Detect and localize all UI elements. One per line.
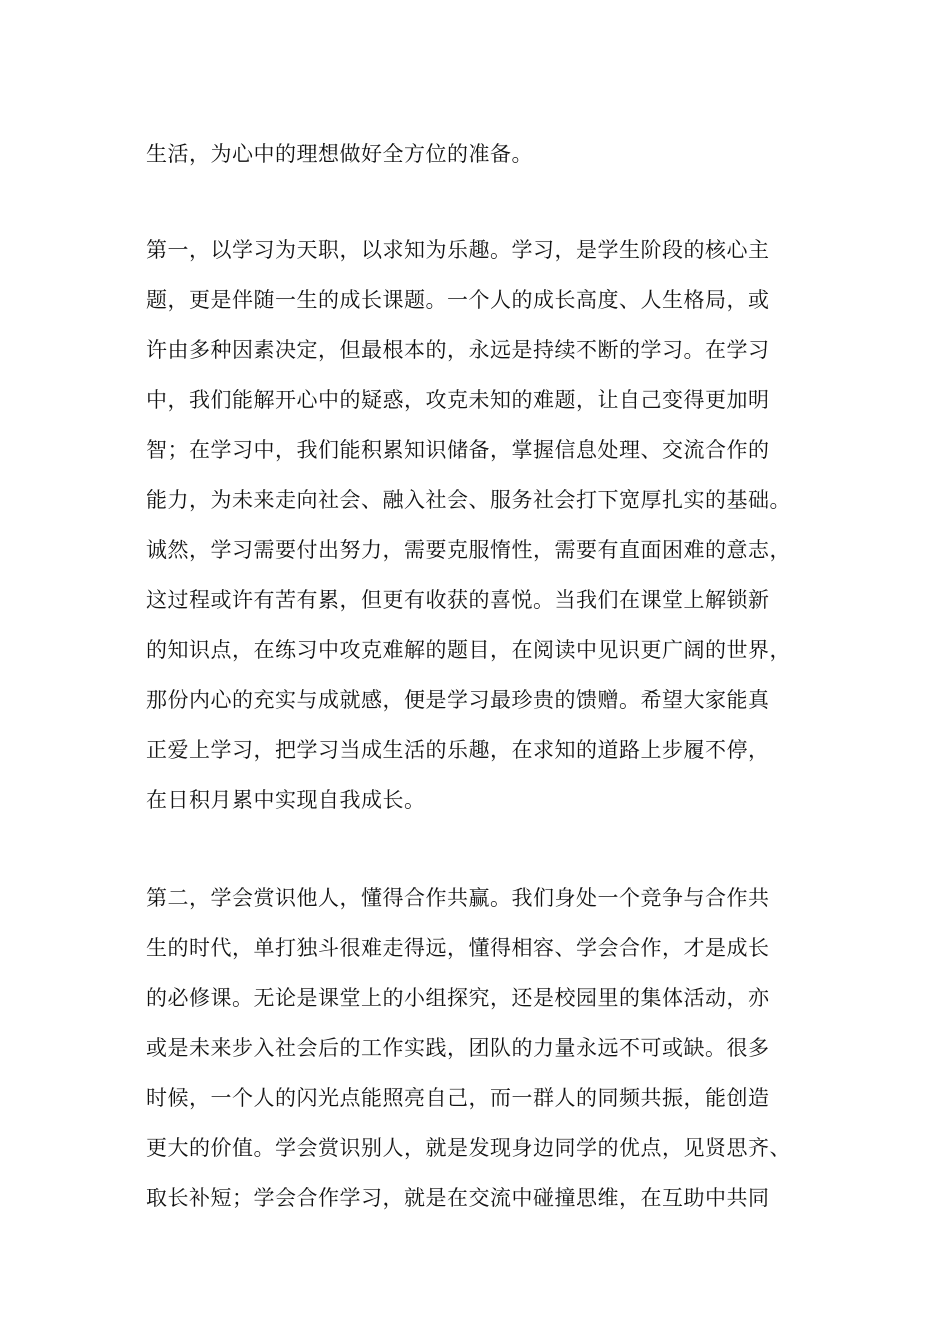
- text-line: 时候，一个人的闪光点能照亮自己，而一群人的同频共振，能创造: [146, 1086, 770, 1110]
- text-line: 许由多种因素决定，但最根本的，永远是持续不断的学习。在学习: [146, 338, 770, 362]
- text-line: 的知识点，在练习中攻克难解的题目，在阅读中见识更广阔的世界，: [146, 638, 791, 662]
- text-line: 那份内心的充实与成就感，便是学习最珍贵的馈赠。希望大家能真: [146, 688, 770, 712]
- text-line: 能力，为未来走向社会、融入社会、服务社会打下宽厚扎实的基础。: [146, 488, 791, 512]
- text-line: 在日积月累中实现自我成长。: [146, 788, 426, 812]
- text-line: 取长补短；学会合作学习，就是在交流中碰撞思维，在互助中共同: [146, 1186, 770, 1210]
- text-line: 第二，学会赏识他人，懂得合作共赢。我们身处一个竞争与合作共: [146, 886, 770, 910]
- text-line: 第一，以学习为天职，以求知为乐趣。学习，是学生阶段的核心主: [146, 238, 770, 262]
- text-line: 更大的价值。学会赏识别人，就是发现身边同学的优点，见贤思齐、: [146, 1136, 791, 1160]
- text-line: 生的时代，单打独斗很难走得远，懂得相容、学会合作，才是成长: [146, 936, 770, 960]
- text-line: 生活，为心中的理想做好全方位的准备。: [146, 142, 533, 166]
- text-line: 智；在学习中，我们能积累知识储备，掌握信息处理、交流合作的: [146, 438, 770, 462]
- text-line: 的必修课。无论是课堂上的小组探究，还是校园里的集体活动，亦: [146, 986, 770, 1010]
- text-line: 正爱上学习，把学习当成生活的乐趣，在求知的道路上步履不停，: [146, 738, 770, 762]
- text-line: 题，更是伴随一生的成长课题。一个人的成长高度、人生格局，或: [146, 288, 770, 312]
- text-line: 诚然，学习需要付出努力，需要克服惰性，需要有直面困难的意志，: [146, 538, 791, 562]
- text-line: 或是未来步入社会后的工作实践，团队的力量永远不可或缺。很多: [146, 1036, 770, 1060]
- text-line: 这过程或许有苦有累，但更有收获的喜悦。当我们在课堂上解锁新: [146, 588, 770, 612]
- text-line: 中，我们能解开心中的疑惑，攻克未知的难题，让自己变得更加明: [146, 388, 770, 412]
